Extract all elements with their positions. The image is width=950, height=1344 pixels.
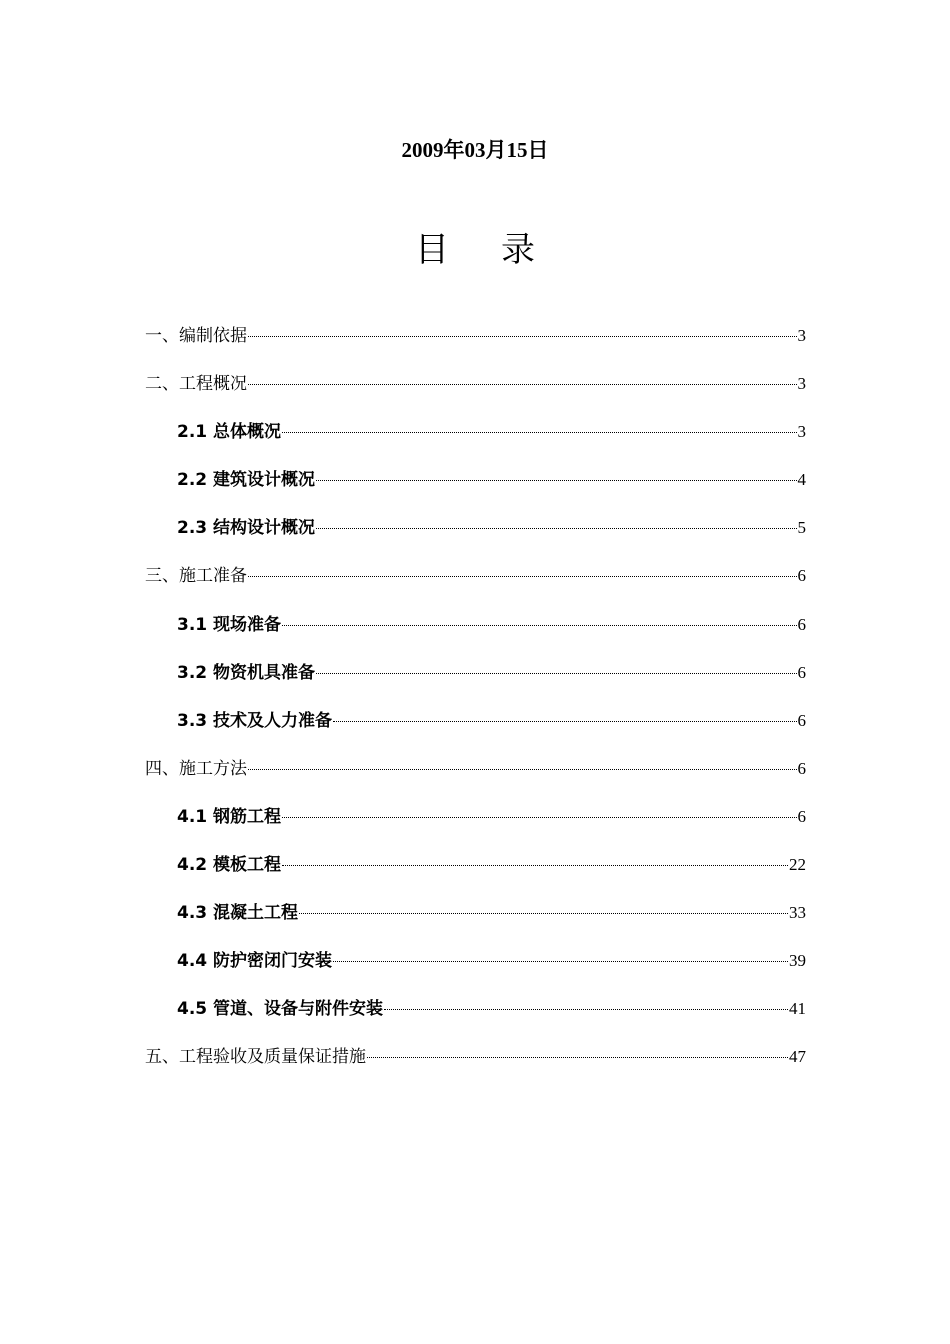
toc-entry-page: 22 <box>789 855 806 875</box>
document-date: 2009年03月15日 <box>401 138 549 162</box>
toc-entry-page: 33 <box>789 903 806 923</box>
toc-entry-4-4[interactable] <box>145 947 806 995</box>
toc-dot-leader <box>316 528 796 529</box>
toc-entry-label: 2.3 结构设计概况 <box>177 518 316 539</box>
toc-dot-leader <box>282 817 796 818</box>
toc-dot-leader <box>282 432 796 433</box>
toc-entry-label: 3.3 技术及人力准备 <box>177 710 333 731</box>
toc-entry-label: 2.1 总体概况 <box>177 422 282 443</box>
toc-dot-leader <box>367 1057 788 1058</box>
toc-entry-page: 3 <box>797 326 806 345</box>
toc-entry-page: 6 <box>797 758 806 778</box>
toc-dot-leader <box>248 576 797 577</box>
toc-entry-2-3[interactable] <box>145 514 806 562</box>
toc-entry-1[interactable] <box>145 322 806 370</box>
toc-entry-page: 3 <box>797 422 806 442</box>
toc-entry-label: 一、编制依据 <box>145 326 247 346</box>
toc-title <box>0 228 950 272</box>
toc-entry-page: 6 <box>797 614 806 634</box>
toc-entry-page: 5 <box>797 518 806 538</box>
toc-entry-label: 4.1 钢筋工程 <box>177 806 282 827</box>
toc-entry-4-1[interactable] <box>145 803 806 851</box>
toc-entry-label: 2.2 建筑设计概况 <box>177 470 316 491</box>
toc-entry-label: 4.4 防护密闭门安装 <box>177 951 333 972</box>
toc-dot-leader <box>299 913 788 914</box>
toc-entry-label: 4.3 混凝土工程 <box>177 903 299 924</box>
toc-entry-label: 4.5 管道、设备与附件安装 <box>177 999 384 1020</box>
toc-entry-4[interactable] <box>145 755 806 803</box>
toc-entry-page: 6 <box>797 566 806 586</box>
toc-entry-page: 3 <box>797 374 806 394</box>
toc-dot-leader <box>333 961 788 962</box>
toc-entry-page: 39 <box>789 951 806 971</box>
toc-entry-page: 41 <box>789 999 806 1019</box>
toc-dot-leader <box>316 480 796 481</box>
toc-entry-2-1[interactable] <box>145 418 806 466</box>
toc-entry-2-2[interactable] <box>145 466 806 514</box>
toc-entry-3-1[interactable] <box>145 611 806 659</box>
toc-dot-leader <box>282 865 788 866</box>
toc-dot-leader <box>248 384 797 385</box>
toc-entry-4-3[interactable] <box>145 899 806 947</box>
toc-entry-label: 4.2 模板工程 <box>177 855 282 876</box>
toc-entry-page: 47 <box>789 1047 806 1067</box>
toc-dot-leader <box>316 673 796 674</box>
toc-entry-page: 6 <box>797 806 806 826</box>
toc-title-char-2: 录 <box>501 230 535 270</box>
toc-entry-2[interactable] <box>145 370 806 418</box>
toc-entry-page: 4 <box>797 470 806 490</box>
toc-dot-leader <box>248 769 797 770</box>
toc-title-char-1: 目 <box>415 230 449 270</box>
toc-entry-label: 3.2 物资机具准备 <box>177 662 316 683</box>
toc-dot-leader <box>248 336 797 337</box>
toc-entry-3-3[interactable] <box>145 707 806 755</box>
toc-entry-4-2[interactable] <box>145 851 806 899</box>
toc-entry-label: 3.1 现场准备 <box>177 614 282 635</box>
toc-entry-label: 五、工程验收及质量保证措施 <box>145 1047 366 1068</box>
toc-entry-page: 6 <box>797 710 806 730</box>
toc-dot-leader <box>384 1009 788 1010</box>
table-of-contents <box>145 322 806 1092</box>
toc-entry-3[interactable] <box>145 562 806 610</box>
toc-entry-label: 三、施工准备 <box>145 566 247 587</box>
toc-entry-3-2[interactable] <box>145 659 806 707</box>
toc-entry-label: 四、施工方法 <box>145 758 247 779</box>
toc-entry-4-5[interactable] <box>145 995 806 1043</box>
toc-dot-leader <box>282 625 796 626</box>
toc-entry-label: 二、工程概况 <box>145 374 247 395</box>
toc-entry-5[interactable] <box>145 1043 806 1091</box>
toc-dot-leader <box>333 721 796 722</box>
toc-entry-page: 6 <box>797 662 806 682</box>
